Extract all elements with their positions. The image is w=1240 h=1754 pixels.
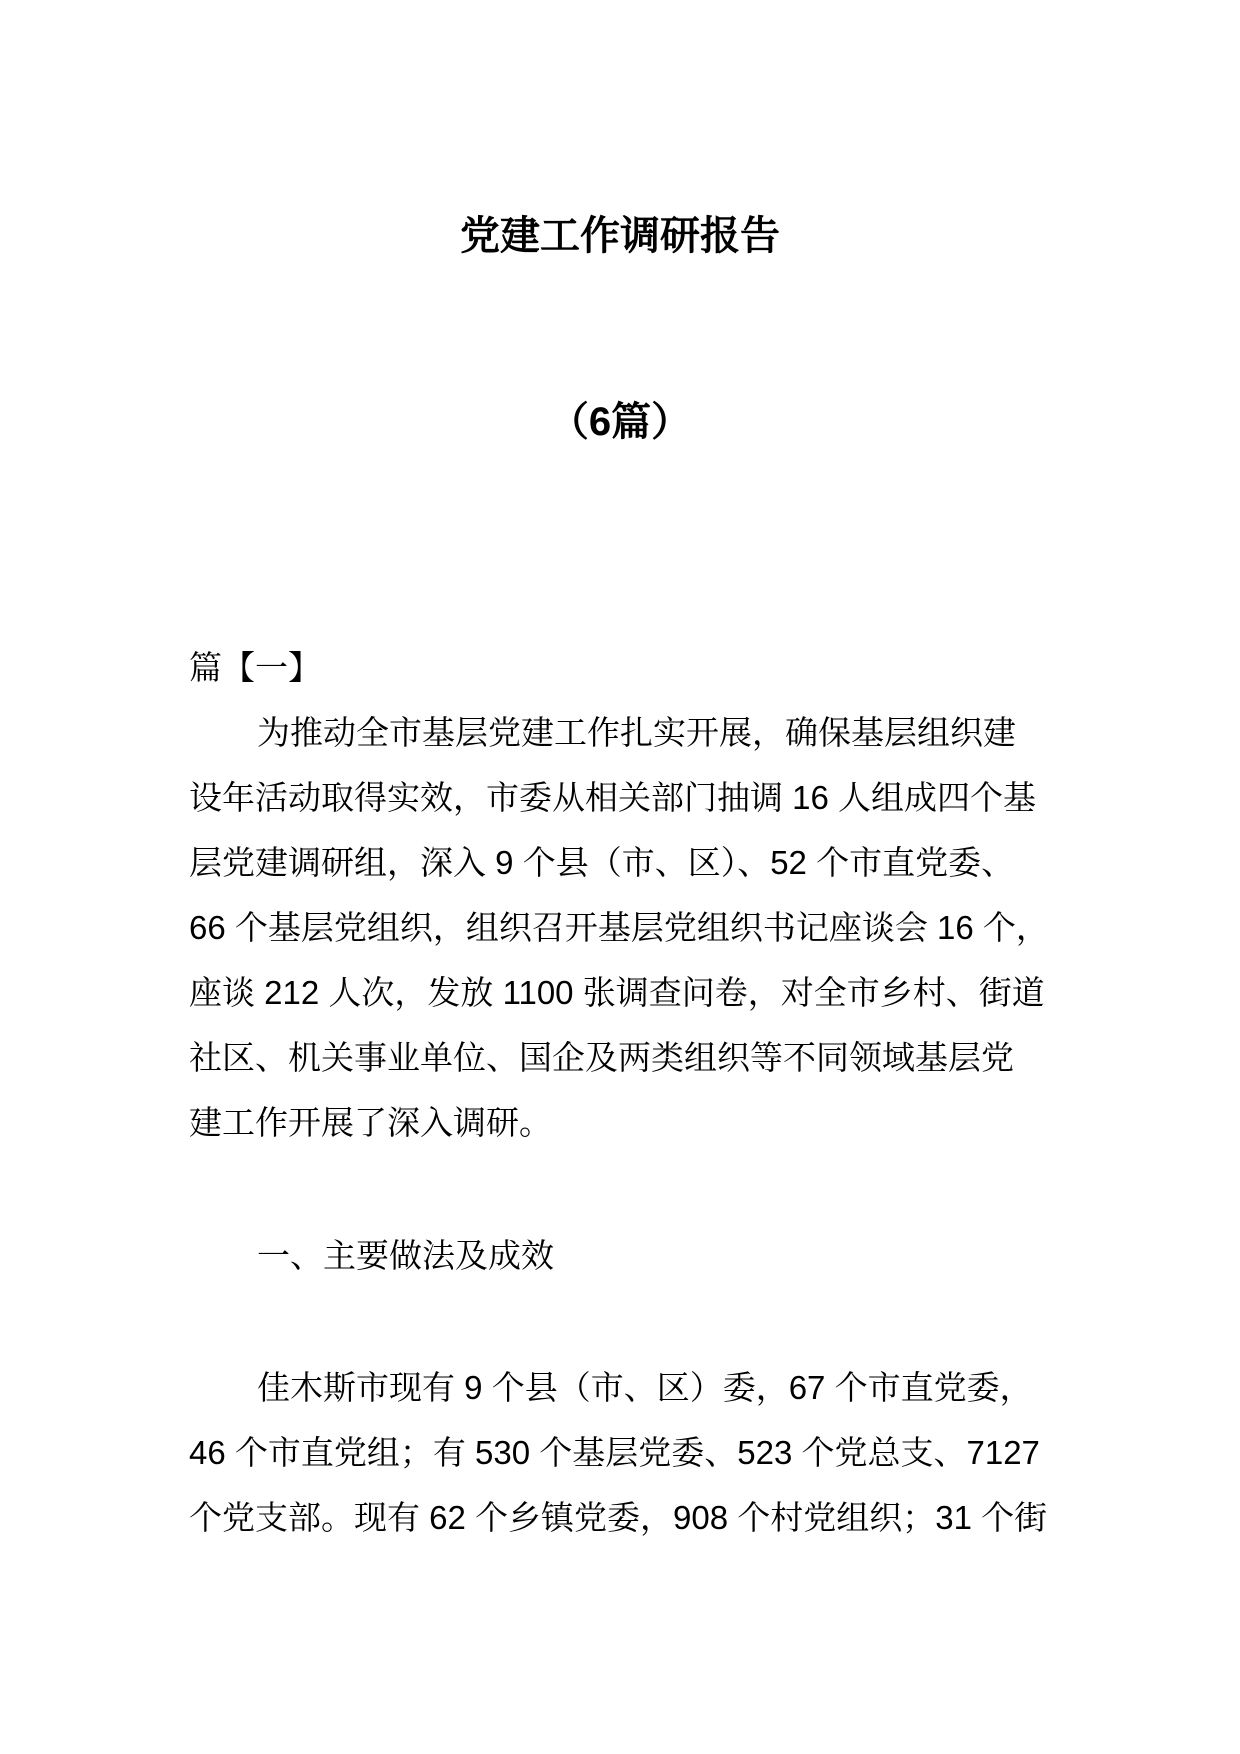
paragraph-line: 佳木斯市现有 9 个县（市、区）委，67 个市直党委，	[257, 1369, 1033, 1406]
paragraph-line: 层党建调研组，深入 9 个县（市、区）、52 个市直党委、	[189, 844, 1015, 881]
paragraph-line: 座谈 212 人次，发放 1100 张调查问卷，对全市乡村、街道	[189, 974, 1045, 1011]
paragraph-line: 66 个基层党组织，组织召开基层党组织书记座谈会 16 个，	[189, 909, 1049, 946]
section-heading: 一、主要做法及成效	[257, 1237, 554, 1274]
section-label: 篇【一】	[189, 649, 321, 686]
document-title: 党建工作调研报告	[460, 214, 780, 258]
paragraph-line: 设年活动取得实效，市委从相关部门抽调 16 人组成四个基	[189, 779, 1037, 816]
document-subtitle: （6篇）	[548, 400, 692, 444]
paragraph-line: 为推动全市基层党建工作扎实开展，确保基层组织建	[257, 714, 1016, 751]
paragraph-line: 建工作开展了深入调研。	[189, 1104, 552, 1141]
paragraph-line: 社区、机关事业单位、国企及两类组织等不同领域基层党	[189, 1039, 1014, 1076]
paragraph-line: 个党支部。现有 62 个乡镇党委，908 个村党组织；31 个街	[189, 1499, 1048, 1536]
paragraph-line: 46 个市直党组；有 530 个基层党委、523 个党总支、7127	[189, 1434, 1040, 1471]
